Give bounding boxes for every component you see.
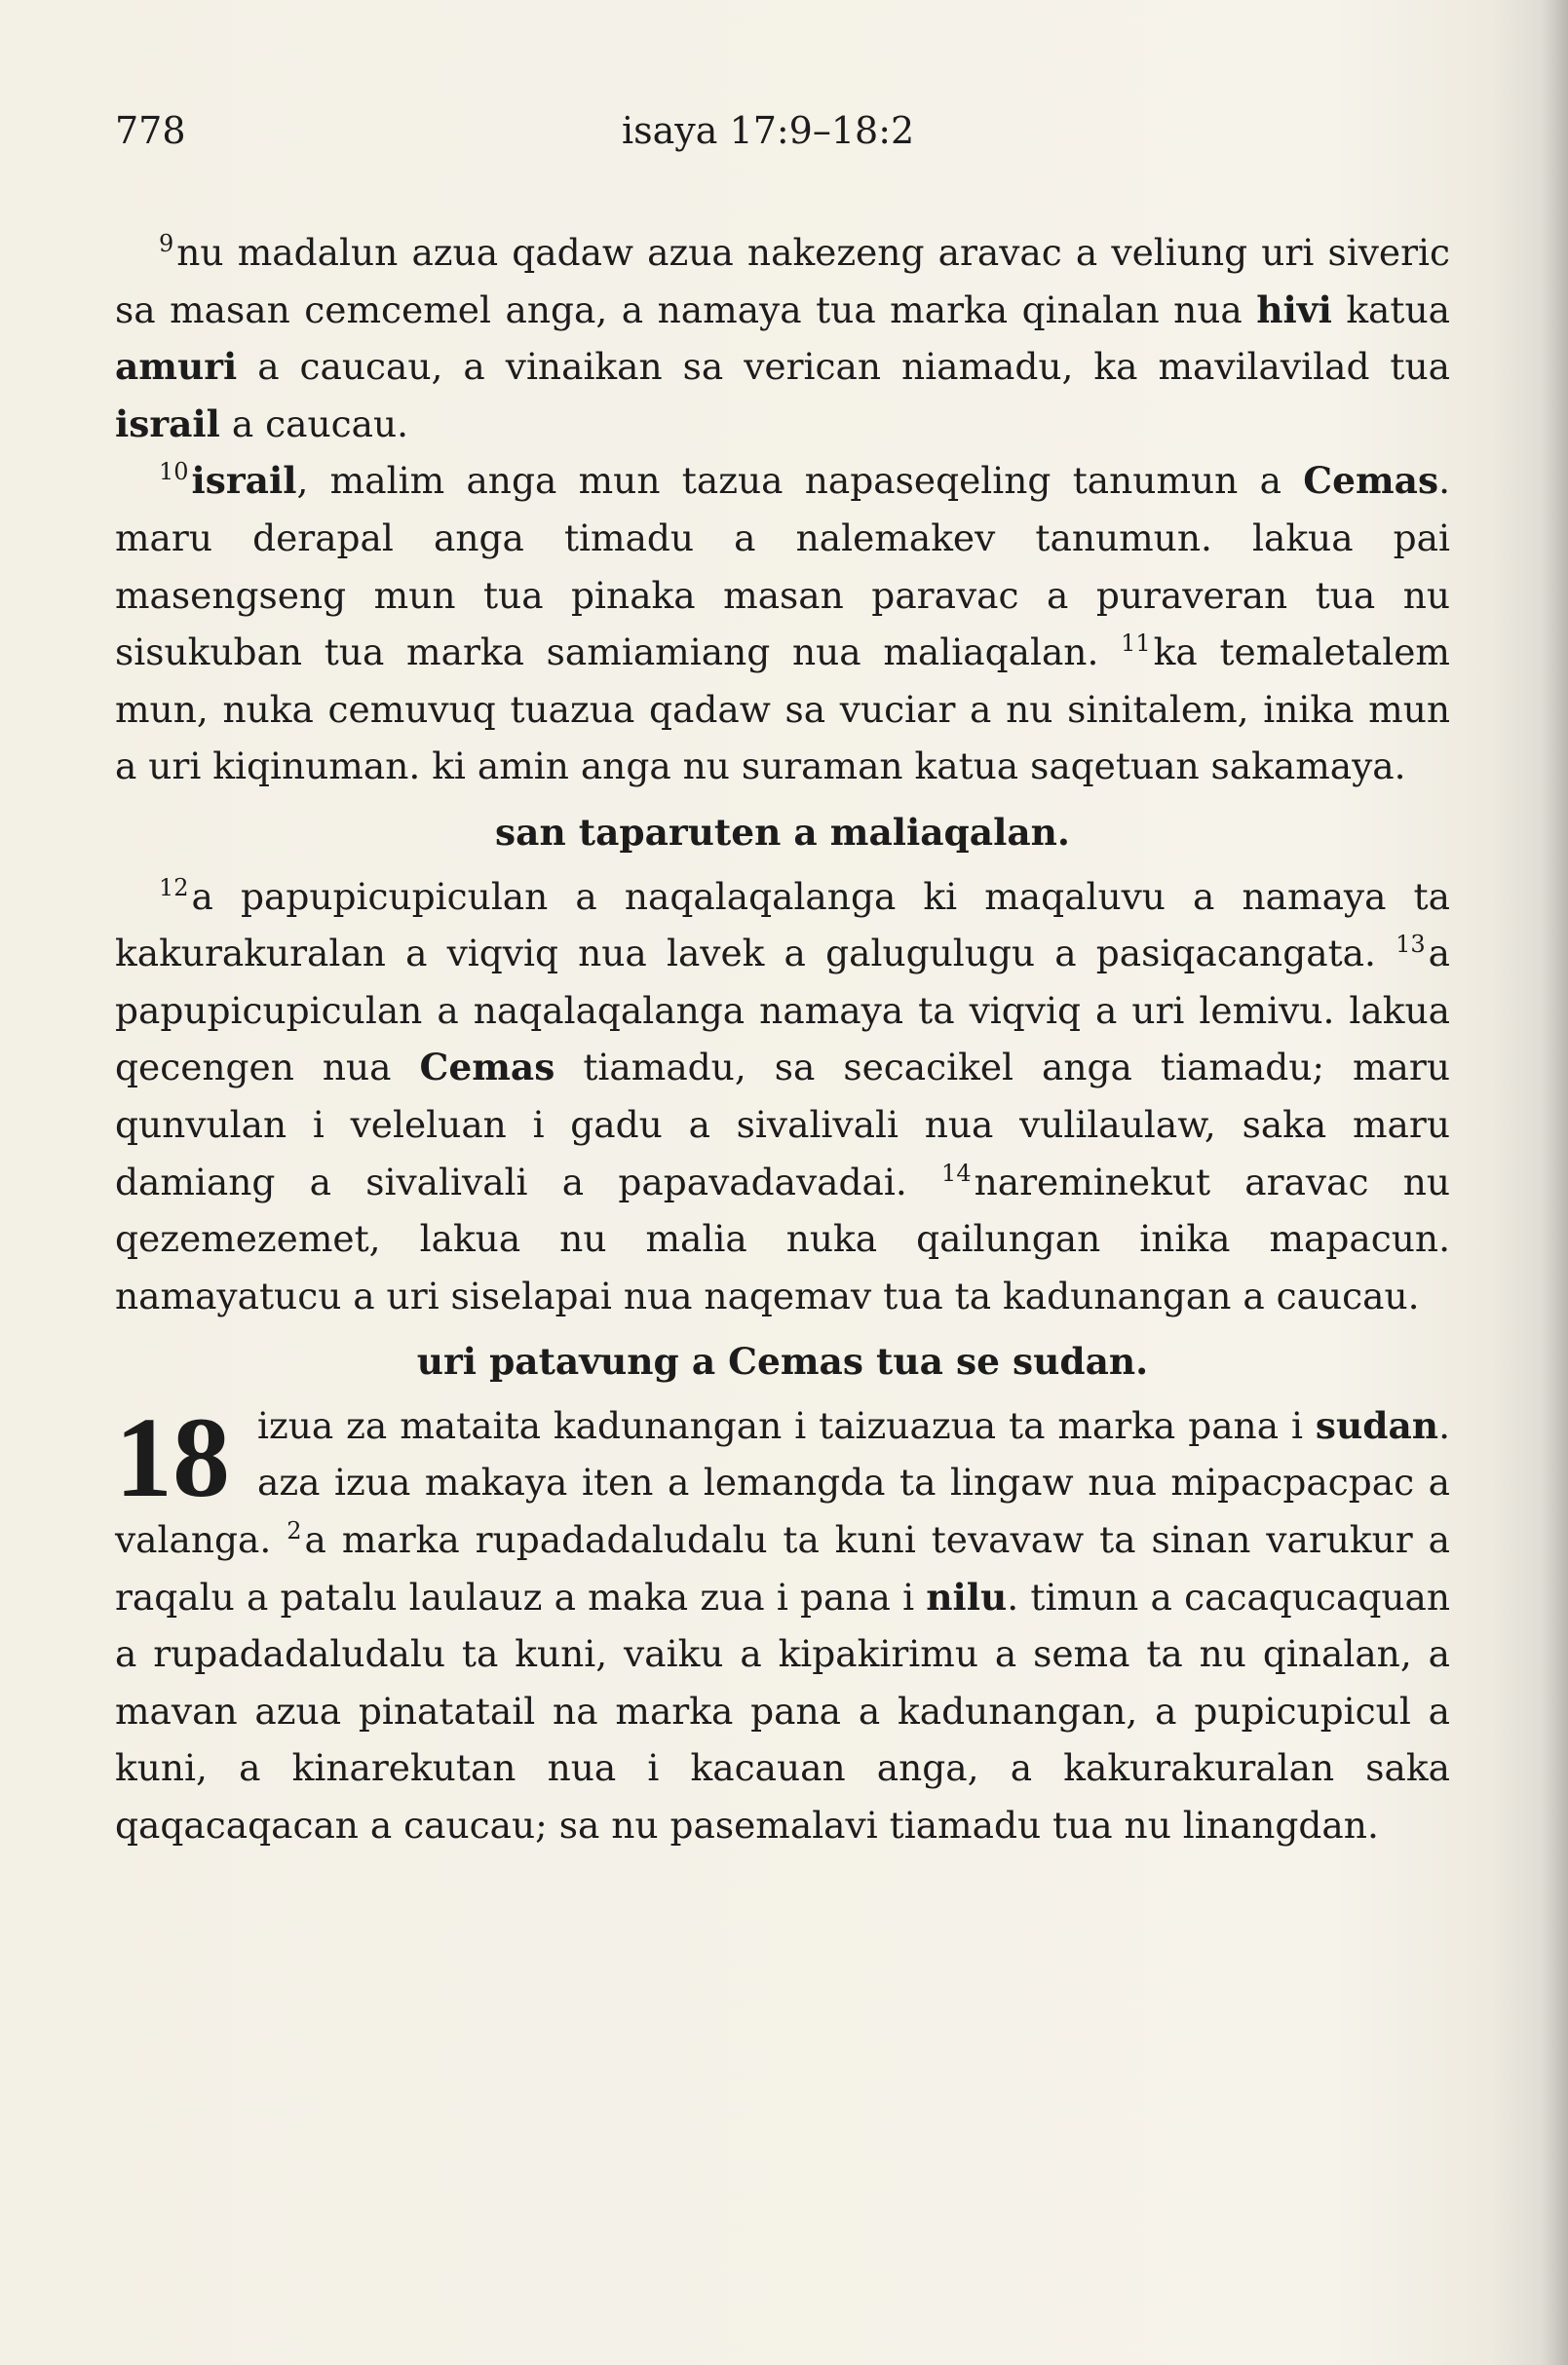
verse-text: a papupicupiculan a naqalaqalanga namaya ta viqviq a uri lemivu. lakua qecengen nua: [115, 932, 1450, 1089]
verse-text: a caucau.: [219, 401, 409, 445]
bold-term: nilu: [926, 1575, 1008, 1619]
page-header: [115, 109, 1450, 168]
bold-term: hivi: [1256, 287, 1332, 331]
bold-term: Cemas: [1303, 459, 1439, 503]
verse-number: 14: [941, 1159, 972, 1187]
bold-term: Cemas: [419, 1046, 555, 1089]
verse-text: izua za mataita kadunangan i taizuazua ta marka pana i: [257, 1403, 1316, 1447]
bold-term: israil: [191, 459, 297, 503]
verse-number: 12: [159, 873, 189, 901]
verse-text: a marka rupadadaludalu ta kuni tevavaw ta sinan varukur a raqalu a patalu laulauz a maka zua i pana i: [115, 1518, 1451, 1619]
verse-text: ka temaletalem mun, nuka cemuvuq tuazua qadaw sa vuciar a nu sinitalem, inika mun a uri kiqinuman. ki amin anga nu suraman katua saqetuan sakamaya.: [115, 630, 1450, 788]
verse-12-paragraph: [115, 868, 1450, 1325]
section-heading: uri patavung a Cemas tua se sudan.: [416, 1340, 1149, 1384]
verse-text: . timun a cacaqucaquan a rupadadaludalu ta kuni, vaiku a kipakirimu a sema ta nu qinalan, a mavan azua pinatatail na marka pana a kadunangan, a pupicupicul a kuni, a kinarekutan nua i kacauan anga, a kakurakuralan saka qaqacaqacan a caucau; sa nu pasemalavi tiamadu tua nu linangdan.: [115, 1575, 1450, 1848]
chapter-18-block: [115, 1392, 1451, 1854]
chapter-number: 18: [115, 1392, 230, 1521]
verse-text: a papupicupiculan a naqalaqalanga ki maqaluvu a namaya ta kakurakuralan a viqviq nua lavek a galugulugu a pasiqacangata.: [115, 874, 1450, 975]
running-head: isaya 17:9–18:2: [622, 109, 915, 152]
bold-term: israil: [115, 401, 220, 445]
verse-10-paragraph: [115, 452, 1450, 795]
chapter-18-paragraph: [115, 1392, 1451, 1854]
verse-number: 10: [159, 458, 189, 486]
verse-9-paragraph: [115, 224, 1450, 452]
bold-term: sudan: [1315, 1403, 1439, 1447]
verse-number: 11: [1121, 629, 1151, 658]
verse-text: a caucau, a vinaikan sa verican niamadu, ka mavilavilad tua: [237, 345, 1450, 389]
verse-text: katua: [1331, 287, 1450, 331]
verse-text: tiamadu, sa secacikel anga tiamadu; maru qunvulan i veleluan i gadu a sivalivali nua vulilaulaw, saka maru damiang a sivalivali a papavadavadai.: [115, 1046, 1450, 1203]
verse-number: 9: [159, 230, 174, 257]
verse-text: . maru derapal anga timadu a nalemakev tanumun. lakua pai masengseng mun tua pinaka masan paravac a puraveran tua nu sisukuban tua marka samiamiang nua maliaqalan.: [115, 459, 1450, 674]
verse-number: 13: [1396, 931, 1426, 959]
verse-text: , malim anga mun tazua napaseqeling tanumun a: [296, 459, 1304, 503]
verse-text: . aza izua makaya iten a lemangda ta lingaw nua mipacpacpac a valanga.: [115, 1403, 1450, 1562]
verse-text: nareminekut aravac nu qezemezemet, lakua nu malia nuka qailungan inika mapacun. namayatucu a uri siselapai nua naqemav tua ta kadunangan a caucau.: [115, 1160, 1451, 1317]
page-spine-shadow: [1541, 0, 1568, 2365]
bold-term: amuri: [115, 345, 238, 389]
verse-number: 2: [287, 1517, 302, 1545]
page-number: 778: [115, 109, 186, 152]
section-heading: san taparuten a maliaqalan.: [495, 810, 1070, 854]
verse-text: nu madalun azua qadaw azua nakezeng aravac a veliung uri siveric sa masan cemcemel anga, a namaya tua marka qinalan nua: [115, 231, 1450, 331]
body-text: [115, 224, 1450, 1854]
